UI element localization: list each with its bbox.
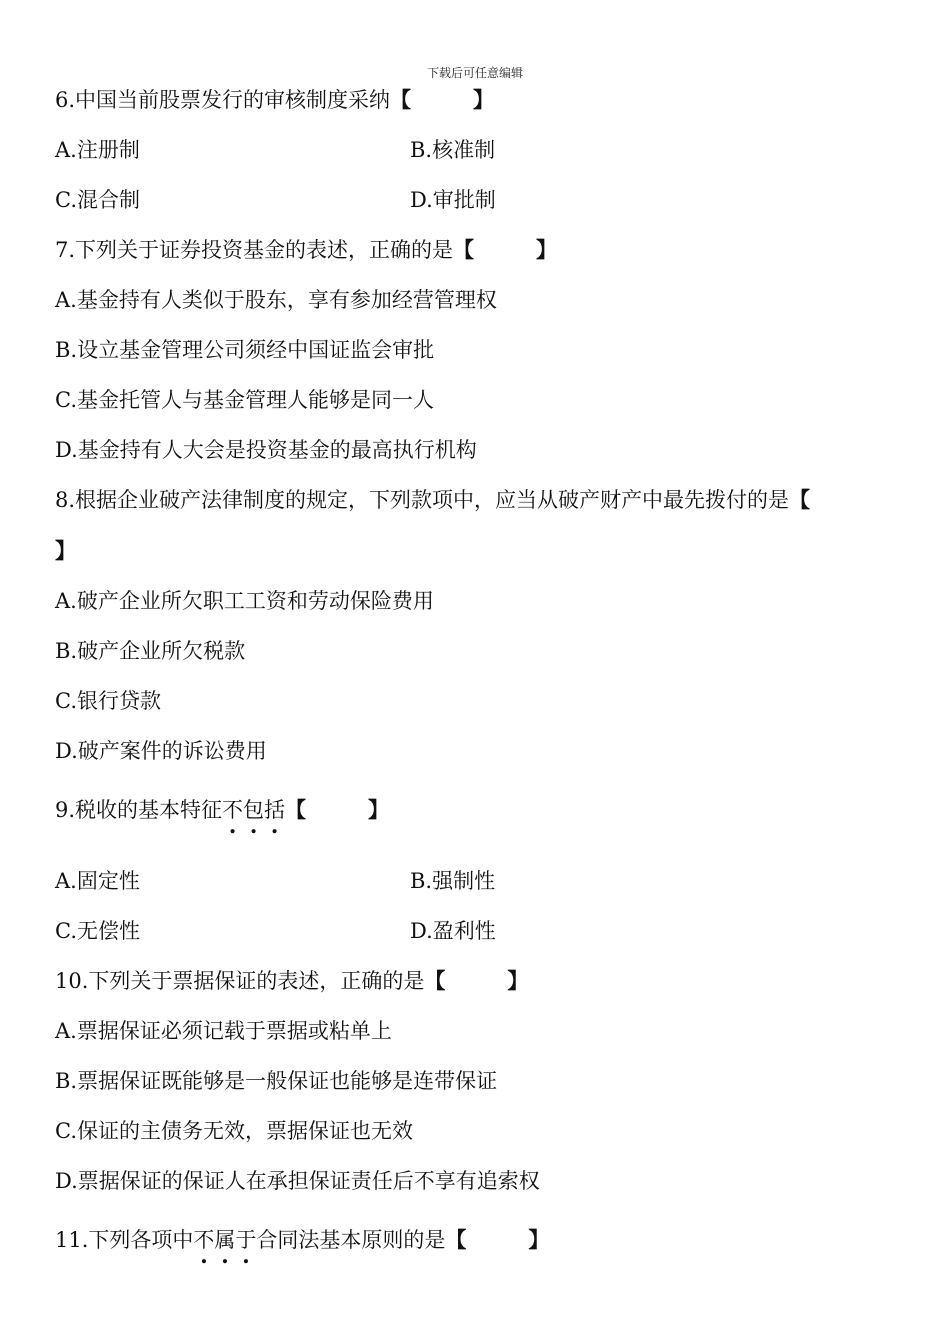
question-11 bbox=[55, 1226, 549, 1254]
option-d: D.盈利性 bbox=[410, 919, 496, 943]
emphasis-char: 括 bbox=[264, 798, 286, 822]
option-a: A.注册制 bbox=[55, 138, 140, 162]
question-stem: 7.下列关于证券投资基金的表述，正确的是 bbox=[55, 238, 454, 262]
question-9 bbox=[55, 796, 389, 824]
option-row bbox=[55, 867, 496, 895]
option-b: B.强制性 bbox=[410, 869, 496, 893]
question-8 bbox=[55, 486, 810, 514]
question-7 bbox=[55, 236, 557, 264]
answer-bracket-close: 】 bbox=[536, 237, 558, 262]
option-row bbox=[55, 917, 496, 945]
emphasis-char: 于 bbox=[235, 1228, 257, 1252]
page-header: 下载后可任意编辑 bbox=[426, 66, 523, 80]
question-stem: 10.下列关于票据保证的表述，正确的是 bbox=[55, 969, 425, 993]
answer-bracket-open: 【 bbox=[789, 487, 811, 512]
answer-bracket-close: 】 bbox=[528, 1227, 550, 1252]
answer-bracket-close: 】 bbox=[473, 87, 495, 112]
question-6 bbox=[55, 86, 494, 114]
option-a: A.基金持有人类似于股东，享有参加经营管理权 bbox=[55, 288, 497, 312]
answer-bracket-open: 【 bbox=[453, 237, 475, 262]
option-a: A.票据保证必须记载于票据或粘单上 bbox=[55, 1019, 392, 1043]
option-c: C.银行贷款 bbox=[55, 689, 161, 713]
answer-bracket-close: 】 bbox=[368, 797, 390, 822]
emphasis-char: 不 bbox=[222, 798, 244, 822]
answer-bracket-open: 【 bbox=[424, 968, 446, 993]
question-10 bbox=[55, 967, 528, 995]
emphasis-char: 不 bbox=[193, 1228, 215, 1252]
answer-bracket-close: 】 bbox=[55, 538, 76, 563]
question-stem: 6.中国当前股票发行的审核制度采纳 bbox=[55, 88, 391, 112]
option-b: B.破产企业所欠税款 bbox=[55, 639, 246, 663]
option-b: B.票据保证既能够是一般保证也能够是连带保证 bbox=[55, 1069, 498, 1093]
question-stem-cont: 合同法基本原则的是 bbox=[256, 1228, 446, 1252]
answer-bracket-open: 【 bbox=[285, 797, 307, 822]
option-c: C.无偿性 bbox=[55, 919, 140, 943]
option-b: B.设立基金管理公司须经中国证监会审批 bbox=[55, 338, 435, 362]
option-d: D.破产案件的诉讼费用 bbox=[55, 739, 267, 763]
answer-bracket-open: 【 bbox=[445, 1227, 467, 1252]
option-a: A.固定性 bbox=[55, 869, 140, 893]
answer-bracket-close: 】 bbox=[507, 968, 529, 993]
question-stem: 11.下列各项中 bbox=[55, 1228, 194, 1252]
option-d: D.票据保证的保证人在承担保证责任后不享有追索权 bbox=[55, 1169, 540, 1193]
option-row bbox=[55, 136, 496, 164]
option-c: C.保证的主债务无效，票据保证也无效 bbox=[55, 1119, 413, 1143]
question-8-continued bbox=[55, 537, 76, 565]
answer-bracket-open: 【 bbox=[390, 87, 412, 112]
emphasis-char: 属 bbox=[214, 1228, 236, 1252]
emphasis-char: 包 bbox=[243, 798, 265, 822]
option-row bbox=[55, 186, 496, 214]
option-b: B.核准制 bbox=[410, 138, 496, 162]
option-c: C.基金托管人与基金管理人能够是同一人 bbox=[55, 388, 434, 412]
question-stem: 9.税收的基本特征 bbox=[55, 798, 223, 822]
question-stem: 8.根据企业破产法律制度的规定，下列款项中，应当从破产财产中最先拨付的是 bbox=[55, 488, 790, 512]
option-a: A.破产企业所欠职工工资和劳动保险费用 bbox=[55, 589, 434, 613]
option-d: D.基金持有人大会是投资基金的最高执行机构 bbox=[55, 438, 477, 462]
option-d: D.审批制 bbox=[410, 188, 496, 212]
option-c: C.混合制 bbox=[55, 188, 140, 212]
